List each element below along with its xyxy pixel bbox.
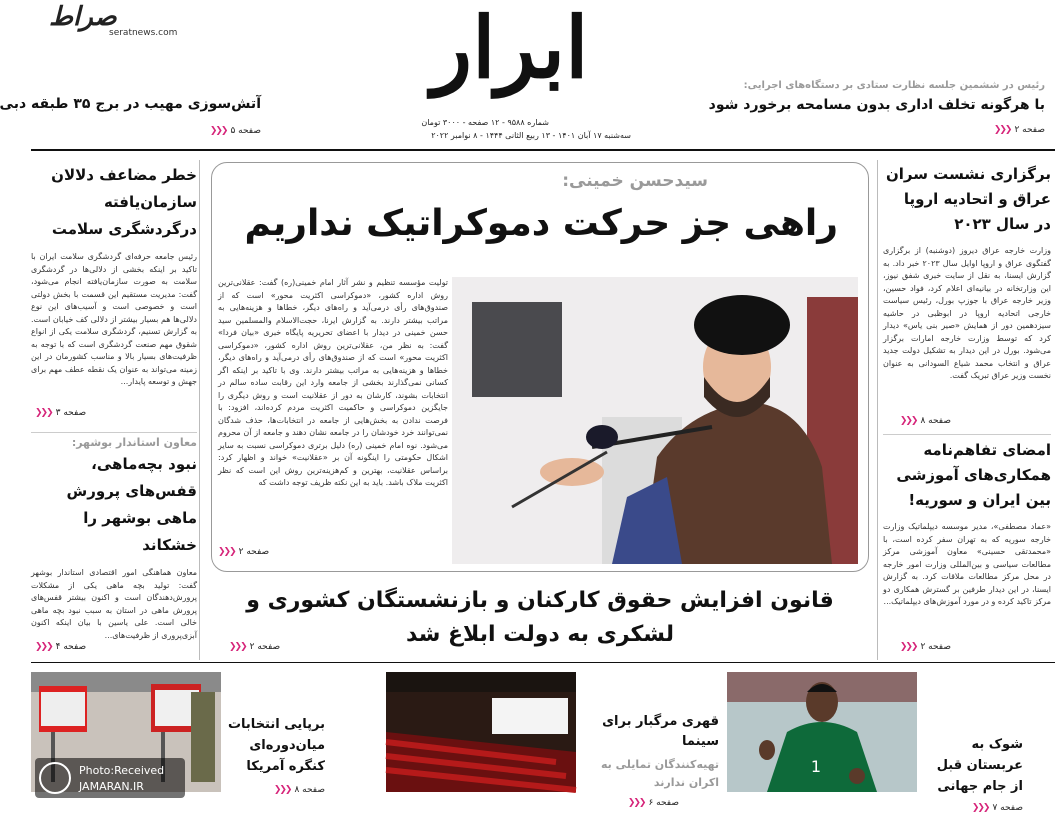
left-story-2[interactable] [31, 436, 197, 658]
top-left-teaser[interactable] [0, 96, 261, 136]
page-label: صفحه ۳ [55, 408, 87, 418]
chevron-left-icon: ❮❮❮ [209, 126, 227, 136]
footballer-illustration [727, 672, 917, 792]
chevron-left-icon: ❮❮❮ [993, 125, 1011, 135]
watermark-bottom [35, 758, 185, 798]
story-headline: شوک به عربستان قبل از جام جهانی [936, 737, 1023, 794]
page-label: صفحه ۲ [249, 642, 281, 652]
page-ref [229, 642, 280, 652]
main-body: تولیت مؤسسه تنظیم و نشر آثار امام خمینی(ره) گفت: عقلانی‌ترین روش اداره کشور، «دموکراسی اکثریت محور» است که از صندوق‌های رأی درمی‌آید و راه‌های دیگر، خطاها و هزینه‌هایی به مراتب بیشتر دارند. به گزارش ایرنا، حجت‌الاسلام والمسلمین سید حسن خمینی در دیدار با اعضای تحریریه پایگاه خبری «بیان فردا» گفت: به نظر من، عقلانی‌ترین روش اداره کشور، «دموکراسی اکثریت محور» است که از صندوق‌های رأی درمی‌آید و راه‌های دیگر، خطاها و هزینه‌هایی به مراتب بیشتر دارند. وی با تاکید بر اینکه اگر کسانی نمی‌گذارند بخشی از جامعه وارد این رقابت ساده سالم در انتخابات بشوند، کارشان به دور از عقلانیت است و روش دیگری را جایگزین دموکراسی و حاکمیت اکثریت مردم کرده‌اند، افزود: با فرصت ندادن به بخش‌هایی از جامعه در انتخابات‌ها، حذف شدگان نمی‌توانند خرد خودشان را در جامعه نشان دهند و جامعه از آن محروم می‌شود. نوه امام خمینی (ره) دلیل برتری دموکراسی نسبت به سایر اشکال حکومتی را اینگونه آن بر «عقلانیت» خواند و اظهار کرد: براساس عقلانیت، بهترین و کم‌هزینه‌ترین روش این است که نظر اکثریت ملاک باشد. باید به این نکته ظریف توجه داشت که [218, 278, 448, 487]
chevron-left-icon: ❮❮❮ [229, 642, 246, 652]
bottom-story-1[interactable] [225, 714, 325, 795]
column-divider [877, 160, 878, 660]
teaser-headline: آتش‌سوزی مهیب در برج ۳۵ طبقه دبی [0, 96, 261, 112]
story-subhead: تهیه‌کنندگان تمایلی به اکران ندارند [600, 758, 719, 789]
page-label: صفحه ۶ [648, 798, 679, 808]
page-ref [900, 416, 951, 426]
left-story-1[interactable] [31, 162, 197, 427]
right-story-2[interactable] [883, 438, 1051, 658]
jersey-number-graphic: 1 [810, 757, 821, 776]
watermark-logo-text: صراط [49, 2, 117, 32]
right-story-1[interactable] [883, 162, 1051, 432]
page-ref [35, 642, 86, 652]
masthead-logo: ابرار [431, 0, 589, 97]
teaser-kicker: رئیس در ششمین جلسه نظارت ستادی بر دستگاه‌های اجرایی: [743, 80, 1045, 91]
column-divider [199, 160, 200, 660]
story-headline: برگزاری نشست سران عراق و اتحادیه اروپا در سال ۲۰۲۳ [885, 165, 1051, 233]
story-body: وزارت خارجه عراق دیروز (دوشنبه) از برگزاری گفتگوی عراق و اروپا اوایل سال ۲۰۲۳ خبر داد. به گزارش ایسنا، به نقل از سایت خبری شفق نیوز، این وزارتخانه در بیانیه‌ای اعلام کرد، فواد حسین، وزیر خارجه عراق با جوزپ بورل، رئیس سیاست خارجی اتحادیه اروپا در ابوظبی در حاشیه سیزدهمین دور از همایش «صیر بنی یاس» دیدار کرد که توسط وزارت خارجه امارات برگزار می‌شود. بورل در این دیدار به تشکیل دولت جدید عراق و انتخاب محمد شیاع السودانی به عنوان نخست وزیر عراق تبریک گفت. [883, 246, 1051, 380]
watermark-url: seratnews.com [109, 28, 178, 38]
page-label: صفحه ۷ [992, 803, 1023, 813]
date-line: سه‌شنبه ۱۷ آبان ۱۴۰۱ - ۱۳ ربیع الثانی ۱۴۴۴ - ۸ نوامبر ۲۰۲۲ [431, 131, 631, 140]
page-label: صفحه ۴ [55, 642, 87, 652]
chevron-left-icon: ❮❮❮ [971, 803, 989, 813]
divider [883, 434, 1051, 435]
teaser-headline: با هرگونه تخلف اداری بدون مسامحه برخورد شود [708, 97, 1045, 113]
page-ref [218, 547, 269, 557]
watermark-photo-credit: Photo:Received [79, 764, 165, 777]
page-ref [583, 798, 679, 808]
bottom-story-2[interactable] [583, 712, 719, 808]
page-ref [755, 125, 1045, 135]
story-body: «عماد مصطفی»، مدیر موسسه دیپلماتیک وزارت خارجه سوریه که به تهران سفر کرده است، با «محمدتقی حسینی» معاون آموزشی مرکز مطالعات سیاسی و بین‌المللی وزارت امور خارجه در محل مرکز مطالعات ملاقات کرد. به گزارش ایسنا، در این دیدار طرفین بر گسترش همکاری دو مرکز تاکید کرده و در مورد آموزش‌های دیپلماتیک... [883, 522, 1051, 606]
page-ref [31, 126, 261, 136]
page-ref [923, 803, 1023, 813]
page-ref [900, 642, 951, 652]
law-headline: قانون افزایش حقوق کارکنان و بازنشستگان کشوری و لشکری به دولت ابلاغ شد [246, 588, 834, 647]
cinema-seats-illustration [386, 672, 576, 792]
page-ref [225, 785, 325, 795]
chevron-left-icon: ❮❮❮ [273, 785, 291, 795]
story-headline: نبود بچه‌ماهی، قفس‌های پرورش ماهی بوشهر را خشکاند [66, 455, 197, 554]
page-label: صفحه ۲ [238, 547, 270, 557]
chevron-left-icon: ❮❮❮ [899, 416, 917, 426]
top-right-teaser[interactable] [708, 80, 1045, 135]
header-rule [31, 149, 1055, 151]
page-label: صفحه ۸ [920, 416, 951, 426]
page-label: صفحه ۵ [230, 126, 261, 136]
story-headline: خطر مضاعف دلالان سازمان‌یافته درگردشگری سلامت [51, 166, 197, 238]
issue-line: شماره ۹۵۸۸ - ۱۲ صفحه - ۳۰۰۰ تومان [421, 118, 549, 127]
page-label: صفحه ۲ [920, 642, 951, 652]
main-headline: راهی جز حرکت دموکراتیک نداریم [244, 203, 838, 244]
story-body: معاون هماهنگی امور اقتصادی استاندار بوشهر گفت: تولید بچه ماهی یکی از مشکلات پرورش‌دهندگان است و اکنون بیشتر قفس‌های پرورش ماهی در استان به سبب نبود بچه ماهی خالی است. علی یاسین با بیان اینکه اکنون آبزی‌پروری از ظرفیت‌های... [31, 568, 197, 640]
main-story-box[interactable] [211, 162, 869, 572]
speaker-illustration [452, 277, 858, 564]
story-kicker: معاون استاندار بوشهر: [71, 436, 197, 449]
chevron-left-icon: ❮❮❮ [899, 642, 917, 652]
page-label: صفحه ۸ [294, 785, 325, 795]
page-ref [35, 408, 86, 418]
chevron-left-icon: ❮❮❮ [627, 798, 645, 808]
bottom-photo-football [727, 672, 917, 792]
watermark-site: JAMARAN.IR [79, 780, 144, 793]
story-body: رئیس جامعه حرفه‌ای گردشگری سلامت ایران با تاکید بر اینکه بخشی از دلالی‌ها در گردشگری سلامت به صورت سازمان‌یافته انجام می‌شود، گفت: مدیریت مستقیم این قسمت با بخش دولتی است و خصوصی است و آسیب‌های این نوع دلالی‌ها هم بسیار بیشتر از دلالی کف خیابان است. به گزارش تسنیم، گردشگری سلامت یکی از انواع شقوق مهم صنعت گردشگری است که با توجه به ظرفیت‌های بسیار بالا و مناسب کشورمان در این زمینه می‌تواند به عنوان یک نقطه عطف مهم برای جهش و توسعه پایدار... [31, 252, 197, 386]
camera-logo-icon [39, 762, 71, 794]
divider [31, 432, 197, 433]
bottom-rule [31, 662, 1055, 663]
story-headline: برپایی انتخابات میان‌دوره‌ای کنگره آمریکا [227, 717, 325, 774]
main-kicker: سیدحسن خمینی: [562, 171, 708, 191]
page-label: صفحه ۲ [1014, 125, 1045, 135]
bottom-story-3[interactable] [923, 734, 1023, 813]
chevron-left-icon: ❮❮❮ [35, 408, 52, 418]
chevron-left-icon: ❮❮❮ [35, 642, 52, 652]
chevron-left-icon: ❮❮❮ [218, 547, 235, 557]
bottom-photo-cinema [386, 672, 576, 792]
law-story[interactable] [211, 584, 869, 658]
main-photo [452, 277, 858, 564]
story-headline: قهری مرگبار برای سینما [602, 714, 719, 749]
story-headline: امضای تفاهم‌نامه همکاری‌های آموزشی بین ایران و سوریه! [896, 441, 1051, 509]
masthead [379, 0, 641, 150]
watermark-logo-top [37, 4, 177, 48]
